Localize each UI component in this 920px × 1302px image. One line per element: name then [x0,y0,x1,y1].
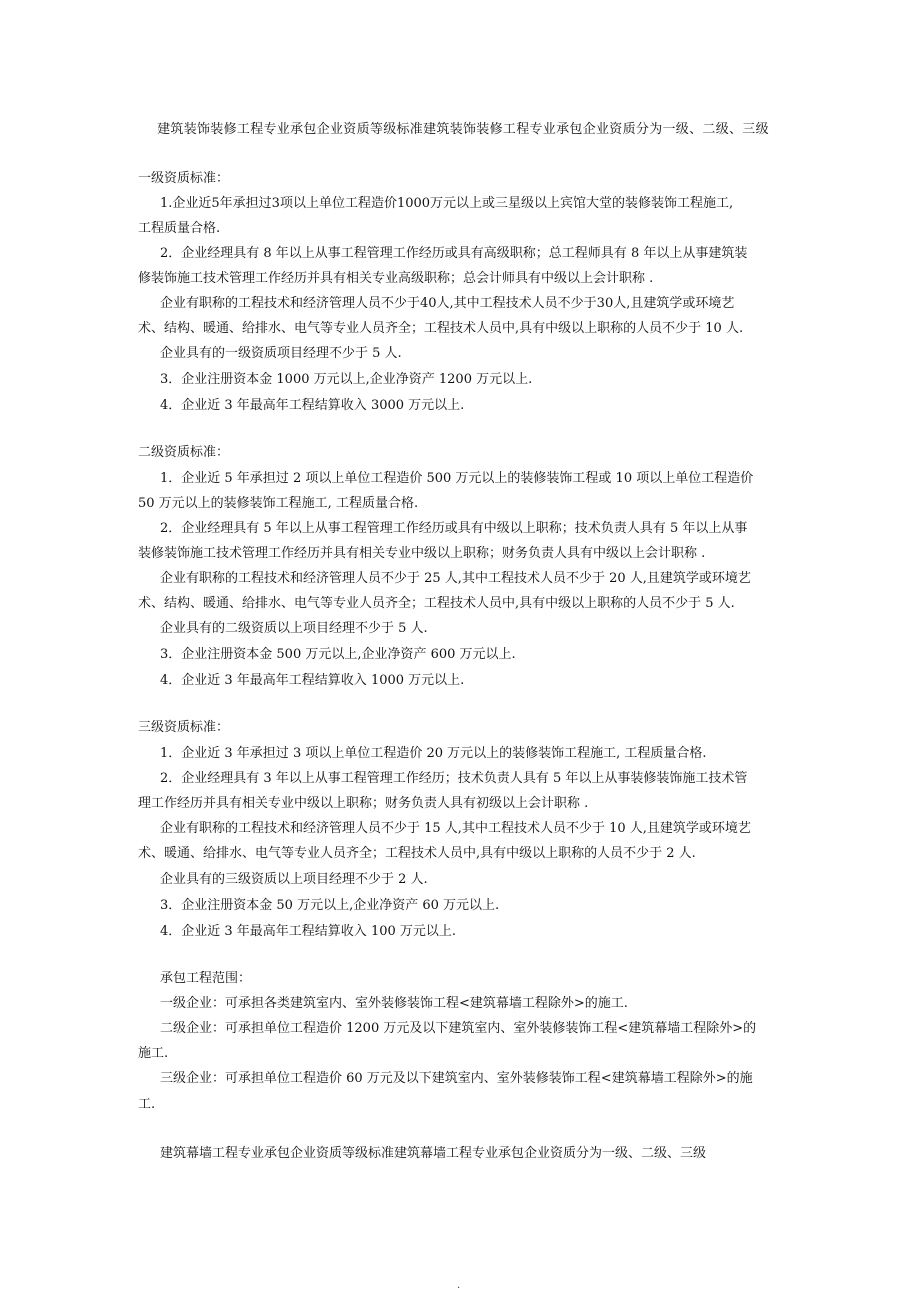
scope-line: 二级企业：可承担单位工程造价 1200 万元及以下建筑室内、室外装修装饰工程<建筑幕墙工程除外>的 [160,1021,757,1036]
level3-line: 企业有职称的工程技术和经济管理人员不少于 15 人,其中工程技术人员不少于 10 人,且建筑学或环境艺 [160,821,751,836]
level3-line: 2．企业经理具有 3 年以上从事工程管理工作经历；技术负责人具有 5 年以上从事装修装饰施工技术管 [160,771,748,786]
level2-line: 企业具有的二级资质以上项目经理不少于 5 人. [160,621,428,636]
level1-heading: 一级资质标准： [138,171,230,186]
level1-line: 2．企业经理具有 8 年以上从事工程管理工作经历或具有高级职称；总工程师具有 8 年以上从事建筑装 [160,246,748,261]
level3-line: 术、暖通、给排水、电气等专业人员齐全；工程技术人员中,具有中级以上职称的人员不少于 2 人. [138,846,696,861]
level2-line: 1．企业近 5 年承担过 2 项以上单位工程造价 500 万元以上的装修装饰工程或 10 项以上单位工程造价 [160,471,754,486]
level1-line: 4．企业近 3 年最高年工程结算收入 3000 万元以上. [160,398,465,413]
level3-line: 理工作经历并具有相关专业中级以上职称；财务负责人具有初级以上会计职称 . [138,796,589,811]
scope-line: 工. [138,1097,156,1112]
level3-line: 3．企业注册资本金 50 万元以上,企业净资产 60 万元以上. [160,898,500,913]
level2-line: 4．企业近 3 年最高年工程结算收入 1000 万元以上. [160,673,465,688]
document-title: 建筑装饰装修工程专业承包企业资质等级标准建筑装饰装修工程专业承包企业资质分为一级、二级、三级 [157,122,769,137]
level1-line: 术、结构、暖通、给排水、电气等专业人员齐全；工程技术人员中,具有中级以上职称的人员不少于 10 人. [138,321,744,336]
level2-line: 术、结构、暖通、给排水、电气等专业人员齐全；工程技术人员中,具有中级以上职称的人员不少于 5 人. [138,596,735,611]
scope-line: 一级企业：可承担各类建筑室内、室外装修装饰工程<建筑幕墙工程除外>的施工. [160,996,628,1011]
level2-line: 2．企业经理具有 5 年以上从事工程管理工作经历或具有中级以上职称；技术负责人具有 5 年以上从事 [160,521,748,536]
level1-line: 3．企业注册资本金 1000 万元以上,企业净资产 1200 万元以上. [160,372,533,387]
level2-line: 企业有职称的工程技术和经济管理人员不少于 25 人,其中工程技术人员不少于 20 人,且建筑学或环境艺 [160,571,751,586]
level2-line: 3．企业注册资本金 500 万元以上,企业净资产 600 万元以上. [160,647,516,662]
level1-line: 1.企业近5年承担过3项以上单位工程造价1000万元以上或三星级以上宾馆大堂的装修装饰工程施工, [160,196,734,211]
level1-line: 修装饰施工技术管理工作经历并具有相关专业高级职称；总会计师具有中级以上会计职称 . [138,271,654,286]
scope-line: 施工. [138,1046,169,1061]
level1-line: 工程质量合格. [138,221,221,236]
scope-heading: 承包工程范围： [160,971,252,986]
page-mark: . [457,1280,461,1291]
scope-line: 三级企业：可承担单位工程造价 60 万元及以下建筑室内、室外装修装饰工程<建筑幕墙工程除外>的施 [160,1071,753,1086]
level2-line: 装修装饰施工技术管理工作经历并具有相关专业中级以上职称；财务负责人具有中级以上会计职称 . [138,546,706,561]
level3-line: 1．企业近 3 年承担过 3 项以上单位工程造价 20 万元以上的装修装饰工程施工, 工程质量合格. [160,746,707,761]
next-section-title: 建筑幕墙工程专业承包企业资质等级标准建筑幕墙工程专业承包企业资质分为一级、二级、三级 [160,1146,707,1161]
level2-line: 50 万元以上的装修装饰工程施工, 工程质量合格. [138,496,419,511]
level1-line: 企业具有的一级资质项目经理不少于 5 人. [160,346,402,361]
level3-line: 企业具有的三级资质以上项目经理不少于 2 人. [160,872,428,887]
level3-heading: 三级资质标准： [138,720,230,735]
level1-line: 企业有职称的工程技术和经济管理人员不少于40人,其中工程技术人员不少于30人,且建筑学或环境艺 [160,296,735,311]
level3-line: 4．企业近 3 年最高年工程结算收入 100 万元以上. [160,924,457,939]
level2-heading: 二级资质标准： [138,445,230,460]
